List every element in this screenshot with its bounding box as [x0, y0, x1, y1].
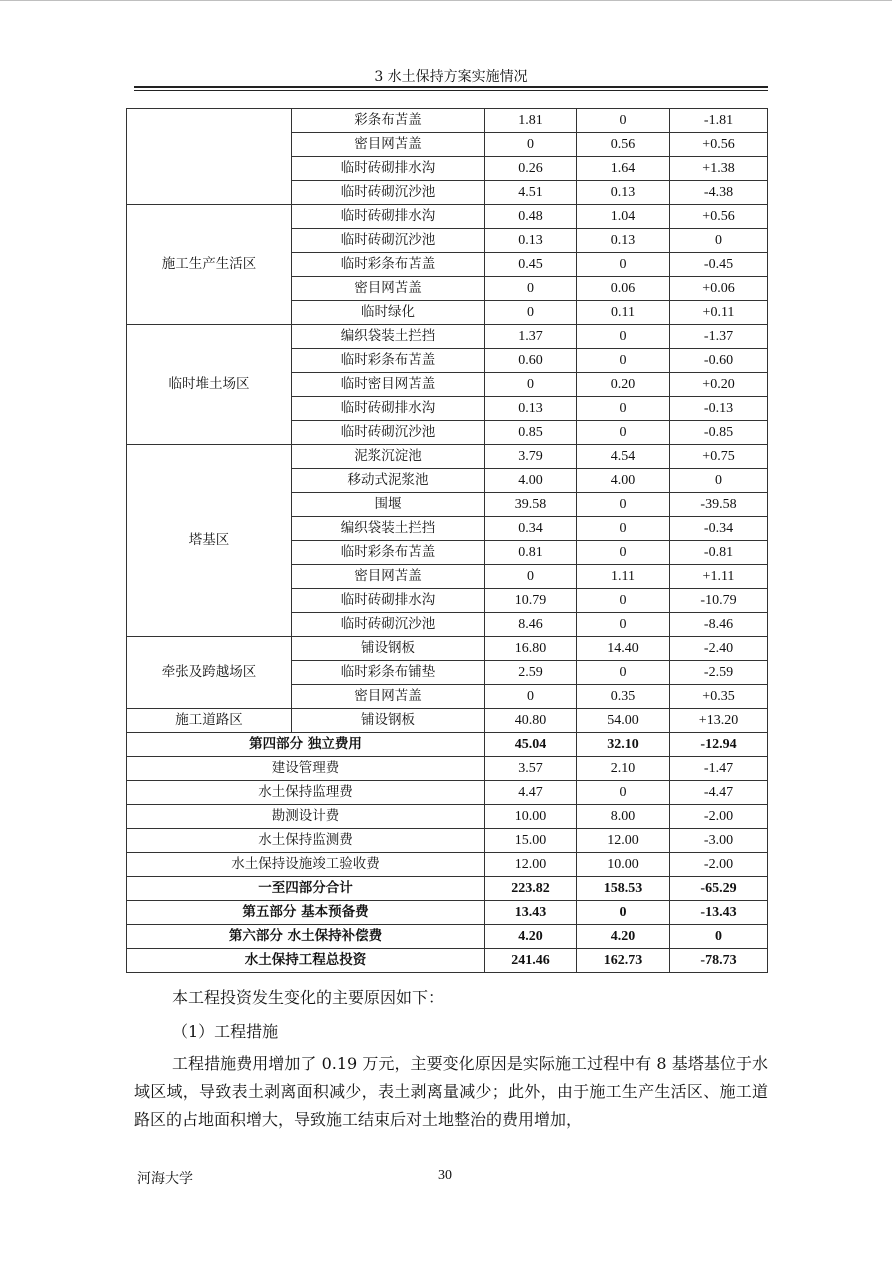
table-row: [127, 637, 768, 661]
measure-cell: 临时砖砌沉沙池: [292, 613, 485, 637]
paragraph-engineering-explanation: 工程措施费用增加了 0.19 万元，主要变化原因是实际施工过程中有 8 基塔基位于水域区域，导致表土剥离面积减少，表土剥离量减少；此外，由于施工生产生活区、施工道路区的占地面积增大，导致施工结束后对土地整治的费用增加，: [134, 1054, 768, 1129]
table-body: [127, 109, 768, 973]
actual-value-cell: 4.00: [577, 469, 670, 493]
planned-value-cell: 0.13: [485, 229, 577, 253]
difference-cell: -0.34: [670, 517, 768, 541]
table-row: [127, 205, 768, 229]
actual-value-cell: 0.35: [577, 685, 670, 709]
difference-cell: -2.40: [670, 637, 768, 661]
actual-value-cell: 0.56: [577, 133, 670, 157]
measure-cell: 临时砖砌排水沟: [292, 205, 485, 229]
summary-label-cell: 第五部分 基本预备费: [127, 901, 485, 925]
summary-row: [127, 757, 768, 781]
difference-cell: -2.00: [670, 853, 768, 877]
actual-value-cell: 162.73: [577, 949, 670, 973]
summary-row: [127, 949, 768, 973]
summary-label-cell: 水土保持监测费: [127, 829, 485, 853]
planned-value-cell: 2.59: [485, 661, 577, 685]
measure-cell: 铺设钢板: [292, 709, 485, 733]
table-row: [127, 709, 768, 733]
difference-cell: +1.38: [670, 157, 768, 181]
actual-value-cell: 158.53: [577, 877, 670, 901]
planned-value-cell: 0.60: [485, 349, 577, 373]
difference-cell: +0.35: [670, 685, 768, 709]
header-rule-thick: [134, 86, 768, 88]
actual-value-cell: 54.00: [577, 709, 670, 733]
measure-cell: 临时彩条布铺垫: [292, 661, 485, 685]
measure-cell: 临时砖砌沉沙池: [292, 421, 485, 445]
measure-cell: 临时密目网苫盖: [292, 373, 485, 397]
actual-value-cell: 0: [577, 109, 670, 133]
paragraph-heading-engineering: （1）工程措施: [172, 1022, 279, 1041]
difference-cell: -0.45: [670, 253, 768, 277]
investment-comparison-table: [126, 108, 768, 973]
planned-value-cell: 0.13: [485, 397, 577, 421]
table-row: [127, 445, 768, 469]
difference-cell: -3.00: [670, 829, 768, 853]
footer-school: 河海大学: [137, 1171, 193, 1187]
planned-value-cell: 10.79: [485, 589, 577, 613]
summary-row: [127, 901, 768, 925]
running-header: 3 水土保持方案实施情况: [374, 69, 528, 85]
measure-cell: 临时彩条布苫盖: [292, 541, 485, 565]
planned-value-cell: 10.00: [485, 805, 577, 829]
planned-value-cell: 16.80: [485, 637, 577, 661]
actual-value-cell: 1.64: [577, 157, 670, 181]
table-row: [127, 325, 768, 349]
actual-value-cell: 2.10: [577, 757, 670, 781]
planned-value-cell: 241.46: [485, 949, 577, 973]
actual-value-cell: 1.11: [577, 565, 670, 589]
planned-value-cell: 0: [485, 133, 577, 157]
table-row: [127, 109, 768, 133]
actual-value-cell: 0: [577, 349, 670, 373]
summary-label-cell: 水土保持监理费: [127, 781, 485, 805]
difference-cell: -12.94: [670, 733, 768, 757]
difference-cell: +0.20: [670, 373, 768, 397]
difference-cell: -2.00: [670, 805, 768, 829]
area-cell: 施工生产生活区: [127, 205, 292, 325]
measure-cell: 铺设钢板: [292, 637, 485, 661]
actual-value-cell: 12.00: [577, 829, 670, 853]
actual-value-cell: 0.11: [577, 301, 670, 325]
summary-row: [127, 925, 768, 949]
planned-value-cell: 0: [485, 373, 577, 397]
difference-cell: +0.56: [670, 205, 768, 229]
difference-cell: -4.38: [670, 181, 768, 205]
difference-cell: -8.46: [670, 613, 768, 637]
summary-row: [127, 829, 768, 853]
summary-label-cell: 勘测设计费: [127, 805, 485, 829]
summary-label-cell: 一至四部分合计: [127, 877, 485, 901]
measure-cell: 彩条布苫盖: [292, 109, 485, 133]
measure-cell: 密目网苫盖: [292, 277, 485, 301]
planned-value-cell: 0: [485, 685, 577, 709]
difference-cell: 0: [670, 469, 768, 493]
planned-value-cell: 4.00: [485, 469, 577, 493]
measure-cell: 泥浆沉淀池: [292, 445, 485, 469]
planned-value-cell: 4.47: [485, 781, 577, 805]
planned-value-cell: 1.81: [485, 109, 577, 133]
planned-value-cell: 3.79: [485, 445, 577, 469]
summary-row: [127, 781, 768, 805]
summary-label-cell: 水土保持设施竣工验收费: [127, 853, 485, 877]
summary-row: [127, 853, 768, 877]
difference-cell: -13.43: [670, 901, 768, 925]
summary-label-cell: 第六部分 水土保持补偿费: [127, 925, 485, 949]
actual-value-cell: 4.20: [577, 925, 670, 949]
difference-cell: -0.13: [670, 397, 768, 421]
difference-cell: +13.20: [670, 709, 768, 733]
actual-value-cell: 0: [577, 253, 670, 277]
planned-value-cell: 0.26: [485, 157, 577, 181]
difference-cell: -1.47: [670, 757, 768, 781]
difference-cell: +0.11: [670, 301, 768, 325]
difference-cell: +0.75: [670, 445, 768, 469]
planned-value-cell: 3.57: [485, 757, 577, 781]
actual-value-cell: 0: [577, 589, 670, 613]
actual-value-cell: 1.04: [577, 205, 670, 229]
measure-cell: 密目网苫盖: [292, 565, 485, 589]
difference-cell: +1.11: [670, 565, 768, 589]
difference-cell: -65.29: [670, 877, 768, 901]
actual-value-cell: 0: [577, 661, 670, 685]
actual-value-cell: 0.06: [577, 277, 670, 301]
actual-value-cell: 0.13: [577, 181, 670, 205]
paragraph-intro: 本工程投资发生变化的主要原因如下：: [172, 988, 445, 1007]
actual-value-cell: 0: [577, 397, 670, 421]
planned-value-cell: 0: [485, 277, 577, 301]
measure-cell: 移动式泥浆池: [292, 469, 485, 493]
actual-value-cell: 0: [577, 901, 670, 925]
difference-cell: -0.85: [670, 421, 768, 445]
actual-value-cell: 4.54: [577, 445, 670, 469]
area-cell: 临时堆土场区: [127, 325, 292, 445]
page-number: 30: [438, 1168, 452, 1183]
difference-cell: -1.37: [670, 325, 768, 349]
actual-value-cell: 0: [577, 325, 670, 349]
area-cell: [127, 109, 292, 205]
measure-cell: 密目网苫盖: [292, 685, 485, 709]
summary-label-cell: 第四部分 独立费用: [127, 733, 485, 757]
area-cell: 牵张及跨越场区: [127, 637, 292, 709]
page-top-edge: [0, 0, 892, 1]
planned-value-cell: 0.34: [485, 517, 577, 541]
planned-value-cell: 0.45: [485, 253, 577, 277]
actual-value-cell: 14.40: [577, 637, 670, 661]
summary-row: [127, 877, 768, 901]
measure-cell: 密目网苫盖: [292, 133, 485, 157]
planned-value-cell: 15.00: [485, 829, 577, 853]
header-rule-thin: [134, 90, 768, 91]
measure-cell: 临时砖砌排水沟: [292, 397, 485, 421]
measure-cell: 临时彩条布苫盖: [292, 253, 485, 277]
actual-value-cell: 0: [577, 541, 670, 565]
actual-value-cell: 0.20: [577, 373, 670, 397]
planned-value-cell: 40.80: [485, 709, 577, 733]
planned-value-cell: 45.04: [485, 733, 577, 757]
difference-cell: -2.59: [670, 661, 768, 685]
measure-cell: 临时砖砌排水沟: [292, 157, 485, 181]
planned-value-cell: 1.37: [485, 325, 577, 349]
planned-value-cell: 39.58: [485, 493, 577, 517]
difference-cell: -1.81: [670, 109, 768, 133]
area-cell: 施工道路区: [127, 709, 292, 733]
measure-cell: 临时绿化: [292, 301, 485, 325]
measure-cell: 临时彩条布苫盖: [292, 349, 485, 373]
planned-value-cell: 13.43: [485, 901, 577, 925]
actual-value-cell: 0: [577, 781, 670, 805]
actual-value-cell: 0: [577, 421, 670, 445]
actual-value-cell: 32.10: [577, 733, 670, 757]
summary-row: [127, 733, 768, 757]
difference-cell: -0.60: [670, 349, 768, 373]
measure-cell: 围堰: [292, 493, 485, 517]
actual-value-cell: 8.00: [577, 805, 670, 829]
planned-value-cell: 0.85: [485, 421, 577, 445]
summary-label-cell: 水土保持工程总投资: [127, 949, 485, 973]
difference-cell: +0.56: [670, 133, 768, 157]
planned-value-cell: 223.82: [485, 877, 577, 901]
actual-value-cell: 0.13: [577, 229, 670, 253]
actual-value-cell: 0: [577, 613, 670, 637]
measure-cell: 编织袋装土拦挡: [292, 517, 485, 541]
measure-cell: 临时砖砌排水沟: [292, 589, 485, 613]
actual-value-cell: 0: [577, 517, 670, 541]
planned-value-cell: 8.46: [485, 613, 577, 637]
measure-cell: 临时砖砌沉沙池: [292, 181, 485, 205]
actual-value-cell: 10.00: [577, 853, 670, 877]
difference-cell: -78.73: [670, 949, 768, 973]
planned-value-cell: 0: [485, 301, 577, 325]
planned-value-cell: 0.81: [485, 541, 577, 565]
summary-row: [127, 805, 768, 829]
difference-cell: -4.47: [670, 781, 768, 805]
planned-value-cell: 0.48: [485, 205, 577, 229]
measure-cell: 临时砖砌沉沙池: [292, 229, 485, 253]
planned-value-cell: 4.20: [485, 925, 577, 949]
planned-value-cell: 4.51: [485, 181, 577, 205]
area-cell: 塔基区: [127, 445, 292, 637]
difference-cell: -10.79: [670, 589, 768, 613]
difference-cell: 0: [670, 925, 768, 949]
difference-cell: -0.81: [670, 541, 768, 565]
planned-value-cell: 12.00: [485, 853, 577, 877]
actual-value-cell: 0: [577, 493, 670, 517]
difference-cell: 0: [670, 229, 768, 253]
difference-cell: -39.58: [670, 493, 768, 517]
planned-value-cell: 0: [485, 565, 577, 589]
measure-cell: 编织袋装土拦挡: [292, 325, 485, 349]
difference-cell: +0.06: [670, 277, 768, 301]
summary-label-cell: 建设管理费: [127, 757, 485, 781]
